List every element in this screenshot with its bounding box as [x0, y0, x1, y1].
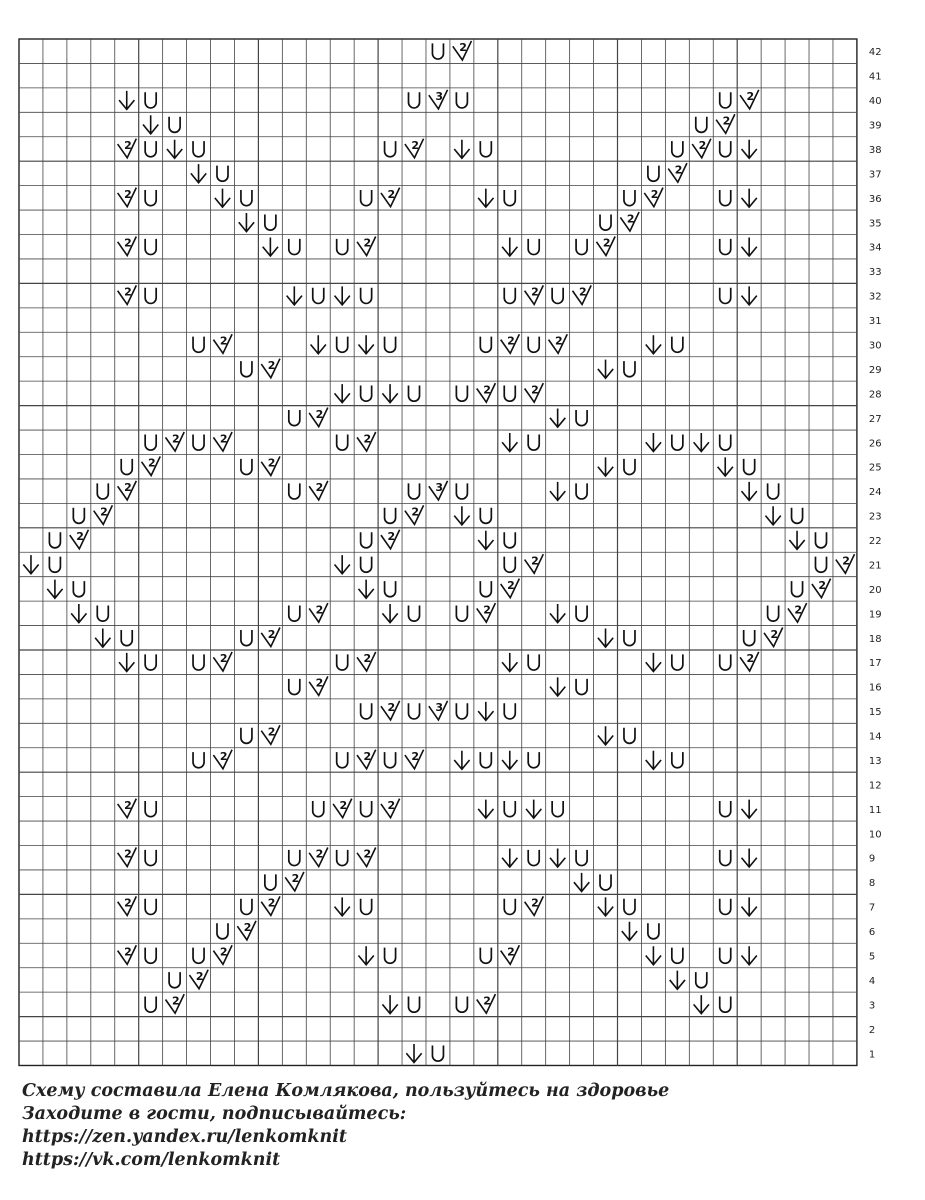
row-number: 31	[868, 316, 882, 328]
decrease-count: 2	[555, 334, 563, 348]
row-number: 10	[868, 829, 882, 841]
row-numbers	[869, 47, 882, 1060]
decrease-count: 2	[650, 187, 659, 201]
decrease-count: 2	[531, 383, 539, 397]
decrease-count: 2	[291, 872, 300, 886]
row-number: 38	[868, 144, 882, 156]
decrease-count: 2	[507, 945, 515, 959]
decrease-count: 2	[387, 187, 396, 201]
decrease-count: 2	[124, 481, 132, 495]
decrease-count: 2	[124, 847, 132, 861]
row-number: 5	[868, 951, 876, 963]
decrease-count: 2	[626, 212, 635, 226]
decrease-count: 2	[531, 285, 539, 299]
decrease-count: 2	[124, 798, 132, 812]
decrease-count: 2	[124, 236, 132, 250]
decrease-count: 2	[411, 138, 420, 152]
row-number: 2	[868, 1024, 876, 1036]
row-number: 26	[868, 438, 882, 450]
row-number: 20	[868, 584, 882, 596]
row-number: 36	[868, 193, 882, 205]
decrease-count: 2	[124, 945, 132, 959]
row-number: 42	[868, 47, 882, 59]
decrease-count: 2	[219, 945, 228, 959]
decrease-count: 2	[171, 994, 180, 1008]
row-number: 4	[868, 975, 876, 987]
row-number: 40	[868, 96, 882, 108]
decrease-count: 2	[219, 749, 228, 763]
row-number: 39	[868, 120, 882, 132]
decrease-count: 2	[243, 921, 252, 935]
row-number: 11	[868, 804, 882, 816]
decrease-count: 2	[842, 554, 850, 568]
row-number: 27	[868, 413, 882, 425]
decrease-count: 2	[411, 505, 420, 519]
decrease-count: 2	[148, 456, 156, 470]
decrease-count: 2	[531, 896, 539, 910]
decrease-count: 2	[507, 578, 515, 592]
row-number: 14	[868, 731, 882, 743]
decrease-count: 2	[195, 969, 204, 983]
row-number: 37	[868, 169, 882, 181]
decrease-count: 2	[219, 432, 228, 446]
credits-invite-line: Заходите в гости, подписывайтесь:	[22, 1104, 407, 1124]
row-number: 12	[868, 780, 882, 792]
decrease-count: 2	[818, 578, 827, 592]
decrease-count: 2	[531, 554, 539, 568]
row-number: 30	[868, 340, 882, 352]
row-number: 21	[868, 560, 882, 572]
decrease-count: 2	[483, 994, 491, 1008]
decrease-count: 2	[124, 187, 132, 201]
decrease-count: 2	[267, 456, 276, 470]
decrease-count: 2	[507, 334, 515, 348]
decrease-count: 2	[100, 505, 108, 519]
row-number: 19	[868, 609, 882, 621]
decrease-count: 2	[315, 847, 324, 861]
decrease-count: 2	[698, 138, 707, 152]
decrease-count: 2	[602, 236, 611, 250]
row-number: 9	[868, 853, 876, 865]
credits-block	[22, 1080, 669, 1172]
decrease-count: 2	[746, 652, 755, 666]
decrease-count: 2	[363, 236, 372, 250]
row-number: 32	[868, 291, 882, 303]
credits-vk-link[interactable]: https://vk.com/lenkomknit	[22, 1150, 281, 1170]
decrease-count: 3	[435, 481, 443, 495]
decrease-count: 2	[674, 163, 683, 177]
row-number: 22	[868, 536, 882, 548]
row-number: 1	[868, 1049, 876, 1061]
decrease-count: 2	[267, 896, 276, 910]
decrease-count: 2	[459, 41, 467, 55]
decrease-count: 2	[387, 798, 396, 812]
row-number: 41	[868, 71, 882, 83]
decrease-count: 2	[722, 114, 731, 128]
decrease-count: 2	[267, 358, 276, 372]
decrease-count: 2	[363, 652, 372, 666]
row-number: 17	[868, 658, 882, 670]
row-number: 18	[868, 633, 882, 645]
row-number: 23	[868, 511, 882, 523]
decrease-count: 2	[76, 530, 84, 544]
decrease-count: 2	[387, 530, 396, 544]
row-number: 29	[868, 364, 882, 376]
row-number: 3	[868, 1000, 876, 1012]
credits-author-line: Схему составила Елена Комлякова, пользуйтесь на здоровье	[22, 1081, 670, 1101]
decrease-count: 2	[363, 847, 372, 861]
row-number: 34	[868, 242, 882, 254]
decrease-count: 2	[315, 481, 324, 495]
row-number: 6	[868, 927, 876, 939]
row-number: 7	[868, 902, 876, 914]
row-number: 15	[868, 707, 882, 719]
decrease-count: 3	[435, 90, 443, 104]
decrease-count: 2	[315, 676, 324, 690]
row-number: 33	[868, 267, 882, 279]
row-number: 8	[868, 878, 876, 890]
decrease-count: 2	[267, 627, 276, 641]
row-number: 16	[868, 682, 882, 694]
row-number: 24	[868, 487, 882, 499]
decrease-count: 2	[483, 603, 491, 617]
decrease-count: 2	[315, 407, 324, 421]
decrease-count: 3	[435, 701, 443, 715]
decrease-count: 2	[124, 138, 132, 152]
row-number: 25	[868, 462, 882, 474]
decrease-count: 2	[219, 652, 228, 666]
decrease-count: 2	[267, 725, 276, 739]
decrease-count: 2	[578, 285, 587, 299]
row-number: 28	[868, 389, 882, 401]
decrease-count: 2	[483, 383, 491, 397]
credits-zen-link[interactable]: https://zen.yandex.ru/lenkomknit	[22, 1127, 347, 1147]
decrease-count: 2	[219, 334, 228, 348]
decrease-count: 2	[363, 749, 372, 763]
decrease-count: 2	[124, 285, 132, 299]
decrease-count: 2	[411, 749, 420, 763]
row-number: 13	[868, 755, 882, 767]
decrease-count: 2	[387, 701, 396, 715]
decrease-count: 2	[363, 432, 372, 446]
decrease-count: 2	[315, 603, 324, 617]
decrease-count: 2	[770, 627, 779, 641]
decrease-count: 2	[794, 603, 803, 617]
decrease-count: 2	[746, 90, 755, 104]
decrease-count: 2	[339, 798, 348, 812]
decrease-count: 2	[124, 896, 132, 910]
decrease-count: 2	[171, 432, 180, 446]
row-number: 35	[868, 218, 882, 230]
